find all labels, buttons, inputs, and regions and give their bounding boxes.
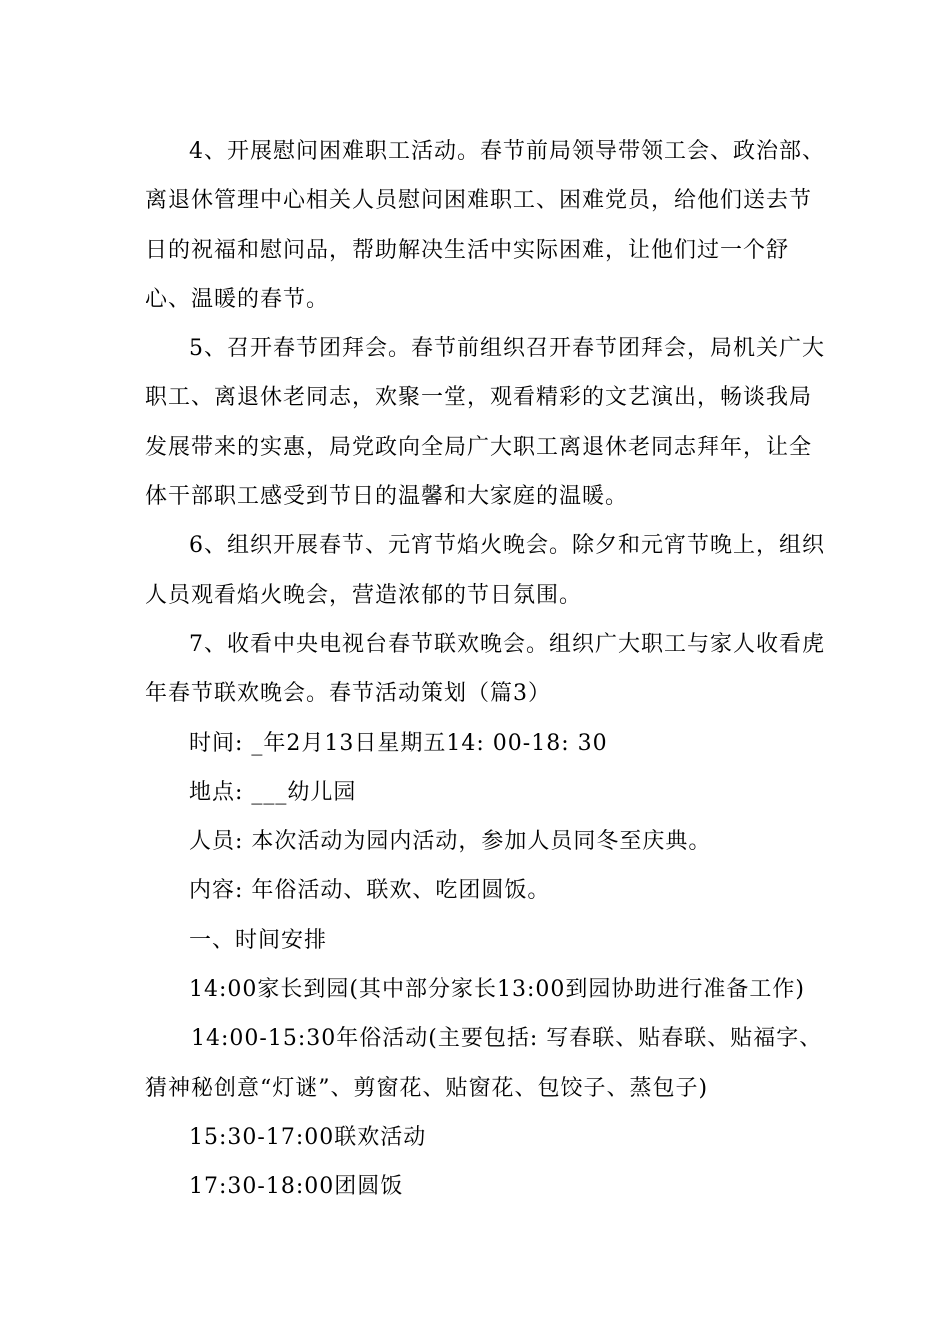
- text-line: 人员: 本次活动为园内活动，参加人员同冬至庆典。: [189, 829, 712, 855]
- text-line: 时间: _年2月13日星期五14: 00-18: 30: [189, 730, 608, 756]
- schedule-item: [145, 1113, 810, 1162]
- text-line: 内容: 年俗活动、联欢、吃团圆饭。: [189, 878, 551, 904]
- document-body: [145, 127, 825, 1212]
- text-line: 14:00-15:30年俗活动(主要包括: 写春联、贴春联、贴福字、: [191, 1026, 823, 1052]
- schedule-item: [145, 1162, 810, 1211]
- paragraph-time: [145, 719, 810, 768]
- text-line: 15:30-17:00联欢活动: [189, 1124, 427, 1150]
- text-line: 心、温暖的春节。: [145, 286, 330, 312]
- schedule-item: [145, 1014, 823, 1113]
- paragraph-place: [145, 768, 810, 817]
- text-line: 年春节联欢晚会。春节活动策划（篇3）: [145, 681, 551, 707]
- section-heading: [145, 916, 810, 965]
- text-line: 猜神秘创意“灯谜”、剪窗花、贴窗花、包饺子、蒸包子): [145, 1075, 709, 1101]
- paragraph-item-7: [145, 620, 825, 719]
- text-line: 一、时间安排: [189, 927, 328, 953]
- text-line: 离退休管理中心相关人员慰问困难职工、困难党员，给他们送去节: [145, 188, 813, 214]
- text-line: 6、组织开展春节、元宵节焰火晚会。除夕和元宵节晚上，组织: [189, 533, 825, 559]
- text-line: 日的祝福和慰问品，帮助解决生活中实际困难，让他们过一个舒: [145, 237, 790, 263]
- text-line: 发展带来的实惠，局党政向全局广大职工离退休老同志拜年，让全: [145, 434, 813, 460]
- schedule-item: [145, 965, 810, 1014]
- text-line: 14:00家长到园(其中部分家长13:00到园协助进行准备工作): [189, 977, 805, 1003]
- text-line: 人员观看焰火晚会，营造浓郁的节日氛围。: [145, 582, 583, 608]
- paragraph-content: [145, 866, 810, 915]
- paragraph-people: [145, 817, 810, 866]
- text-line: 体干部职工感受到节日的温馨和大家庭的温暖。: [145, 484, 629, 510]
- text-line: 职工、离退休老同志，欢聚一堂，观看精彩的文艺演出，畅谈我局: [145, 385, 813, 411]
- text-line: 5、召开春节团拜会。春节前组织召开春节团拜会，局机关广大: [189, 336, 825, 362]
- paragraph-item-6: [145, 521, 825, 620]
- text-line: 4、开展慰问困难职工活动。春节前局领导带领工会、政治部、: [189, 139, 825, 164]
- text-line: 17:30-18:00团圆饭: [189, 1174, 404, 1200]
- paragraph-item-4: [145, 127, 825, 324]
- paragraph-item-5: [145, 324, 825, 521]
- text-line: 地点: ___幼儿园: [189, 779, 357, 805]
- text-line: 7、收看中央电视台春节联欢晚会。组织广大职工与家人收看虎: [189, 631, 825, 657]
